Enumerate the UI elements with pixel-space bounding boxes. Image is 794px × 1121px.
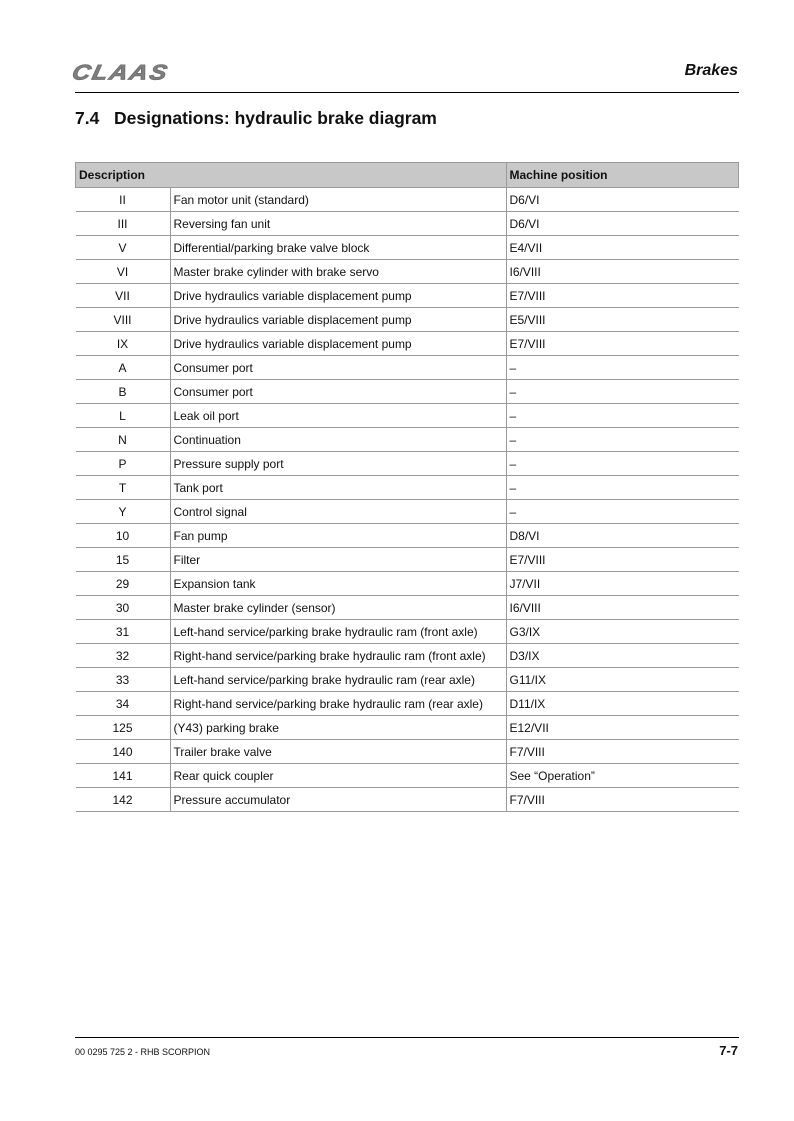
cell-description: Fan motor unit (standard)	[170, 188, 506, 212]
table-row	[76, 692, 739, 716]
cell-position: E7/VIII	[506, 284, 739, 308]
table-row	[76, 236, 739, 260]
section-title: Designations: hydraulic brake diagram	[114, 108, 437, 128]
cell-description: Control signal	[170, 500, 506, 524]
table-row	[76, 332, 739, 356]
cell-description: Filter	[170, 548, 506, 572]
cell-code: 140	[76, 740, 171, 764]
cell-description: Trailer brake valve	[170, 740, 506, 764]
page-footer	[75, 1037, 739, 1058]
cell-description: Pressure supply port	[170, 452, 506, 476]
cell-position: G11/IX	[506, 668, 739, 692]
section-number: 7.4	[75, 108, 100, 128]
cell-code: II	[76, 188, 171, 212]
cell-position: E7/VIII	[506, 332, 739, 356]
cell-code: Y	[76, 500, 171, 524]
cell-description: Consumer port	[170, 356, 506, 380]
cell-position: D8/VI	[506, 524, 739, 548]
cell-description: Left-hand service/parking brake hydraulic ram (front axle)	[170, 620, 506, 644]
cell-description: Tank port	[170, 476, 506, 500]
header-machine-position: Machine position	[506, 163, 739, 188]
cell-position: –	[506, 428, 739, 452]
cell-position: E7/VIII	[506, 548, 739, 572]
cell-code: VII	[76, 284, 171, 308]
cell-description: Drive hydraulics variable displacement pump	[170, 284, 506, 308]
cell-position: –	[506, 476, 739, 500]
cell-code: N	[76, 428, 171, 452]
cell-code: 29	[76, 572, 171, 596]
cell-description: Fan pump	[170, 524, 506, 548]
table-row	[76, 644, 739, 668]
cell-position: –	[506, 380, 739, 404]
cell-position: D3/IX	[506, 644, 739, 668]
cell-position: –	[506, 356, 739, 380]
cell-code: L	[76, 404, 171, 428]
cell-description: Differential/parking brake valve block	[170, 236, 506, 260]
table-row	[76, 668, 739, 692]
cell-position: E5/VIII	[506, 308, 739, 332]
page-number: 7-7	[719, 1043, 738, 1058]
cell-description: Rear quick coupler	[170, 764, 506, 788]
cell-position: G3/IX	[506, 620, 739, 644]
cell-description: Drive hydraulics variable displacement pump	[170, 308, 506, 332]
logo-wordmark: CLAAS	[69, 61, 172, 85]
table-body	[76, 188, 739, 812]
cell-position: I6/VIII	[506, 596, 739, 620]
table-row	[76, 428, 739, 452]
table-row	[76, 476, 739, 500]
cell-description: Continuation	[170, 428, 506, 452]
cell-position: D6/VI	[506, 212, 739, 236]
table-row	[76, 356, 739, 380]
section-name: Brakes	[684, 62, 738, 79]
cell-code: T	[76, 476, 171, 500]
table-row	[76, 788, 739, 812]
table-row	[76, 212, 739, 236]
cell-description: Left-hand service/parking brake hydraulic ram (rear axle)	[170, 668, 506, 692]
cell-code: 31	[76, 620, 171, 644]
cell-position: See “Operation”	[506, 764, 739, 788]
table-row	[76, 452, 739, 476]
cell-description: Expansion tank	[170, 572, 506, 596]
table-header-row	[76, 163, 739, 188]
cell-position: E4/VII	[506, 236, 739, 260]
cell-position: J7/VII	[506, 572, 739, 596]
claas-logo	[69, 61, 201, 87]
cell-description: Leak oil port	[170, 404, 506, 428]
table-row	[76, 284, 739, 308]
designations-table	[75, 162, 739, 812]
cell-description: (Y43) parking brake	[170, 716, 506, 740]
table-row	[76, 620, 739, 644]
cell-code: 142	[76, 788, 171, 812]
page-title	[75, 108, 437, 129]
cell-code: 30	[76, 596, 171, 620]
cell-code: V	[76, 236, 171, 260]
cell-description: Drive hydraulics variable displacement pump	[170, 332, 506, 356]
cell-description: Right-hand service/parking brake hydraulic ram (rear axle)	[170, 692, 506, 716]
cell-code: 15	[76, 548, 171, 572]
cell-description: Consumer port	[170, 380, 506, 404]
cell-code: P	[76, 452, 171, 476]
table-row	[76, 596, 739, 620]
cell-description: Reversing fan unit	[170, 212, 506, 236]
cell-code: 32	[76, 644, 171, 668]
cell-description: Right-hand service/parking brake hydraulic ram (front axle)	[170, 644, 506, 668]
table-row	[76, 404, 739, 428]
cell-code: 34	[76, 692, 171, 716]
table-row	[76, 500, 739, 524]
cell-position: F7/VIII	[506, 740, 739, 764]
cell-position: –	[506, 452, 739, 476]
cell-position: F7/VIII	[506, 788, 739, 812]
cell-code: IX	[76, 332, 171, 356]
cell-description: Master brake cylinder (sensor)	[170, 596, 506, 620]
cell-position: I6/VIII	[506, 260, 739, 284]
table-row	[76, 716, 739, 740]
cell-code: 141	[76, 764, 171, 788]
table-row	[76, 380, 739, 404]
cell-description: Master brake cylinder with brake servo	[170, 260, 506, 284]
cell-position: D6/VI	[506, 188, 739, 212]
table-row	[76, 308, 739, 332]
cell-position: –	[506, 404, 739, 428]
cell-code: VI	[76, 260, 171, 284]
cell-description: Pressure accumulator	[170, 788, 506, 812]
cell-position: E12/VII	[506, 716, 739, 740]
document-id: 00 0295 725 2 - RHB SCORPION	[75, 1047, 211, 1057]
cell-code: 33	[76, 668, 171, 692]
cell-position: D11/IX	[506, 692, 739, 716]
table-row	[76, 764, 739, 788]
table-row	[76, 260, 739, 284]
table-row	[76, 524, 739, 548]
table-row	[76, 572, 739, 596]
cell-code: VIII	[76, 308, 171, 332]
cell-position: –	[506, 500, 739, 524]
header-description: Description	[76, 163, 507, 188]
cell-code: 125	[76, 716, 171, 740]
cell-code: 10	[76, 524, 171, 548]
table-row	[76, 548, 739, 572]
cell-code: A	[76, 356, 171, 380]
page-header	[69, 58, 739, 93]
cell-code: III	[76, 212, 171, 236]
table-row	[76, 740, 739, 764]
cell-code: B	[76, 380, 171, 404]
table-row	[76, 188, 739, 212]
